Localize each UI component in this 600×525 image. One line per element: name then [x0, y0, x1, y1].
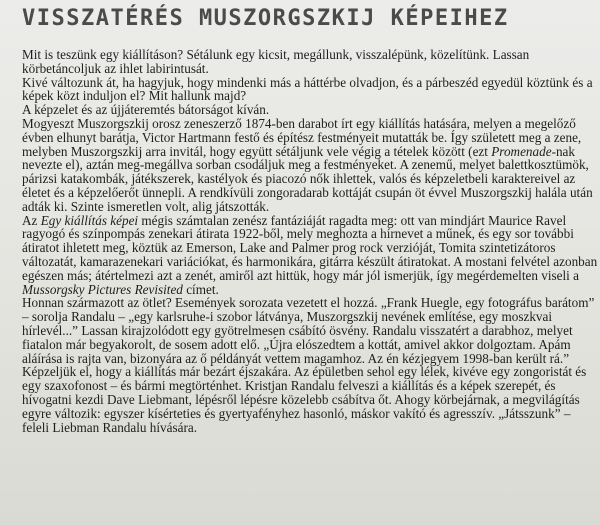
paragraph-3: A képzelet és az újjáteremtés bátorságot kíván. — [22, 102, 270, 118]
paragraph-6: Honnan származott az ötlet? Események sorozata vezetett el hozzá. „Frank Huegle, egy fotográfus barátom” – sorolja Randalu – „egy karlsruhe-i szobor látványa, Muszorgszkij nevének említése, egy moszkvai hírlevél...” Lassan kirajzolódott egy gyötrelmesen csábító ösvény. Randalu visszatért a darabhoz, melyet fiatalon már begyakorolt, de sosem adott elő. „Újra elószedtem a kottát, amivel akkor dolgoztam. Apám aláírása is rajta van, bizonyára az ő példányát vettem magamhoz. Az én kézjegyem 1998-ban került rá.” — [22, 295, 595, 366]
album-title: Mussorgsky Pictures Revisited — [22, 281, 183, 297]
page-title: VISSZATÉRÉS MUSZORGSZKIJ KÉPEIHEZ — [22, 6, 509, 31]
article-body — [22, 48, 598, 434]
paragraph-5 — [22, 214, 598, 297]
paragraph-4 — [22, 117, 598, 214]
paragraph-4-text-1: Mogyeszt Muszorgszkij orosz zeneszerző 1874-ben darabot írt egy kiállítás hatására, melyen a megelőző évben elhunyt barátja, Victor Hartmann festő és építész festményeit mutatták be. Így született meg a zene, melyben Muszorgszkij arra invitál, hogy együtt sétáljunk vele végig a tételek között (ezt — [22, 115, 582, 159]
paragraph-1: Mit is teszünk egy kiállításon? Sétálunk egy kicsit, megállunk, visszalépünk, közelítünk. Lassan körbetáncoljuk az ihlet labirintusát. — [22, 47, 530, 76]
paragraph-5-text-3: címet. — [182, 281, 219, 297]
promenade-title: Promenade — [491, 143, 552, 159]
paragraph-4-text-2: -nak nevezte el), aztán meg-megállva sorban csodáljuk meg a festményeket. A zenemű, melyet balettkosztümök, párizsi katakombák, játékszerek, kastélyok és piacozó nők ihlettek, valós és képzeletbeli karaktereivel az életet és a képzelőerőt ünnepli. A rendkívüli zongoradarab kottáját csupán öt évvel Muszorgszkij halála után adták ki. Szinte ismeretlen volt, alig játszották. — [22, 143, 593, 214]
paragraph-7: Képzeljük el, hogy a kiállítás már bezárt éjszakára. Az épületben sehol egy lélek, kivéve egy zongoristát és egy szaxofonost – és bármi megtörténhet. Kristjan Randalu felveszi a kiállítás és a képek szerepét, és hívogatni kezdi Dave Liebmant, lépésről lépésre közelebb csábítva őt. Ahogy körbejárnak, a megvilágítás egyre változik: egyszer kísérteties és gyertyafényhez hasonló, máskor vakító és agresszív. „Játsszunk” – feleli Liebman Randalu hívására. — [22, 364, 587, 435]
paragraph-5-text-2: mégis számtalan zenész fantáziáját ragadta meg: ott van mindjárt Maurice Ravel ragyogó és színpompás zenekari átirata 1922-ből, mely meghozta a hírnevet a műnek, és egy sor további átiratot ihletett meg, köztük az Emerson, Lake and Palmer prog rock verzióját, Tomita szintetizátoros változatát, kamarazenekari variációkat, és harmonikára, gitárra készült átiratokat. A mostani felvétel azonban egészen más; átértelmezi azt a zenét, amiről azt hittük, hogy már jól ismerjük, így megérdemelten viseli a — [22, 212, 598, 283]
paragraph-2: Kivé változunk át, ha hagyjuk, hogy mindenki más a háttérbe olvadjon, és a párbeszéd egyedül köztünk és a képek közt induljon el? Mit hallunk majd? — [22, 74, 593, 104]
paragraph-5-text-1: Az — [22, 212, 41, 228]
work-title: Egy kiállítás képei — [40, 212, 139, 228]
